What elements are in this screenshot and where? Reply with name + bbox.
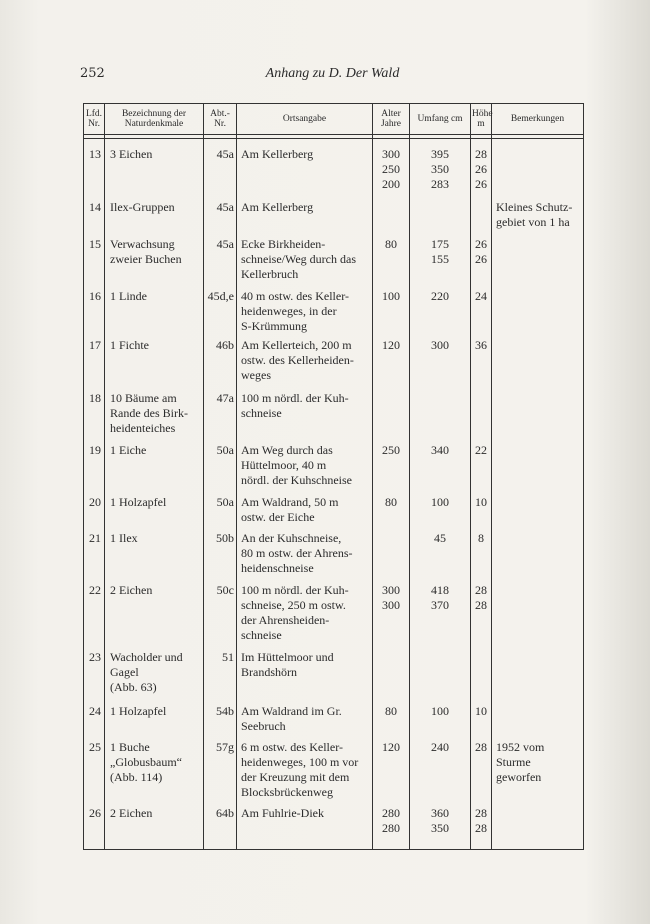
cell-umfang bbox=[410, 650, 471, 704]
cell-ort bbox=[237, 740, 373, 806]
header-nr: Lfd. Nr. bbox=[84, 104, 105, 135]
cell-hoehe-line: 28 bbox=[475, 739, 487, 754]
cell-umfang bbox=[410, 495, 471, 531]
table-row bbox=[84, 806, 584, 846]
page-number: 252 bbox=[80, 66, 105, 81]
cell-name bbox=[105, 583, 204, 650]
cell-hoehe bbox=[471, 583, 492, 650]
cell-name-line: „Globusbaum“ bbox=[110, 754, 182, 769]
cell-ort-line: 80 m ostw. der Ahrens- bbox=[241, 545, 353, 560]
cell-name bbox=[105, 200, 204, 237]
cell-umfang bbox=[410, 806, 471, 846]
cell-name bbox=[105, 495, 204, 531]
cell-abt: 47a bbox=[204, 391, 237, 443]
cell-alter bbox=[373, 338, 410, 391]
cell-ort bbox=[237, 704, 373, 740]
cell-hoehe bbox=[471, 740, 492, 806]
cell-nr: 21 bbox=[84, 531, 105, 583]
cell-ort-line: Blocksbrückenweg bbox=[241, 784, 333, 799]
cell-hoehe-line: 10 bbox=[475, 703, 487, 718]
table-row bbox=[84, 147, 584, 200]
cell-ort-line: Ecke Birkheiden- bbox=[241, 236, 326, 251]
cell-bemerkungen bbox=[492, 147, 584, 200]
cell-hoehe-line: 28 bbox=[475, 820, 487, 835]
cell-ort bbox=[237, 650, 373, 704]
cell-umfang-line: 418 bbox=[431, 582, 449, 597]
cell-ort-line: Im Hüttelmoor und bbox=[241, 649, 334, 664]
cell-name bbox=[105, 147, 204, 200]
cell-bemerkungen bbox=[492, 740, 584, 806]
cell-nr: 19 bbox=[84, 443, 105, 495]
cell-hoehe bbox=[471, 704, 492, 740]
cell-abt: 50b bbox=[204, 531, 237, 583]
cell-hoehe-line: 36 bbox=[475, 337, 487, 352]
cell-ort-line: weges bbox=[241, 367, 271, 382]
cell-umfang-line: 45 bbox=[434, 530, 446, 545]
cell-alter bbox=[373, 289, 410, 338]
cell-ort-line: Am Kellerberg bbox=[241, 146, 314, 161]
table-row bbox=[84, 531, 584, 583]
cell-hoehe-line: 24 bbox=[475, 288, 487, 303]
cell-ort-line: Seebruch bbox=[241, 718, 286, 733]
cell-hoehe bbox=[471, 806, 492, 846]
running-title: Anhang zu D. Der Wald bbox=[265, 66, 400, 81]
cell-ort-line: schneise bbox=[241, 627, 282, 642]
cell-umfang-line: 350 bbox=[431, 161, 449, 176]
header-hoehe: Höhe m bbox=[471, 104, 492, 135]
cell-umfang bbox=[410, 391, 471, 443]
cell-bemerkungen bbox=[492, 806, 584, 846]
cell-name-line: (Abb. 114) bbox=[110, 769, 163, 784]
cell-ort-line: ostw. des Kellerheiden- bbox=[241, 352, 354, 367]
cell-ort-line: nördl. der Kuhschneise bbox=[241, 472, 352, 487]
cell-name-line: 1 Linde bbox=[110, 288, 147, 303]
cell-alter bbox=[373, 391, 410, 443]
cell-umfang bbox=[410, 583, 471, 650]
cell-umfang-line: 350 bbox=[431, 820, 449, 835]
cell-ort bbox=[237, 237, 373, 289]
cell-ort-line: ostw. der Eiche bbox=[241, 509, 315, 524]
cell-name-line: 2 Eichen bbox=[110, 582, 153, 597]
cell-ort-line: der Kreuzung mit dem bbox=[241, 769, 350, 784]
cell-ort bbox=[237, 531, 373, 583]
cell-name bbox=[105, 704, 204, 740]
cell-ort-line: Am Waldrand im Gr. bbox=[241, 703, 342, 718]
cell-alter bbox=[373, 740, 410, 806]
cell-name-line: zweier Buchen bbox=[110, 251, 182, 266]
cell-nr: 25 bbox=[84, 740, 105, 806]
cell-ort-line: Am Kellerteich, 200 m bbox=[241, 337, 352, 352]
cell-umfang bbox=[410, 443, 471, 495]
cell-abt: 54b bbox=[204, 704, 237, 740]
cell-ort-line: Am Kellerberg bbox=[241, 199, 314, 214]
cell-alter bbox=[373, 237, 410, 289]
cell-umfang-line: 340 bbox=[431, 442, 449, 457]
cell-umfang-line: 240 bbox=[431, 739, 449, 754]
cell-hoehe-line: 26 bbox=[475, 236, 487, 251]
cell-ort-line: 40 m ostw. des Keller- bbox=[241, 288, 349, 303]
cell-nr: 17 bbox=[84, 338, 105, 391]
cell-alter-line: 120 bbox=[382, 337, 400, 352]
cell-nr: 13 bbox=[84, 147, 105, 200]
cell-alter-line: 80 bbox=[385, 236, 397, 251]
cell-umfang bbox=[410, 740, 471, 806]
cell-ort-line: schneise, 250 m ostw. bbox=[241, 597, 346, 612]
cell-bemerkungen-line: Kleines Schutz- bbox=[496, 199, 573, 214]
cell-name-line: Gagel bbox=[110, 664, 139, 679]
table-row bbox=[84, 289, 584, 338]
cell-bemerkungen bbox=[492, 531, 584, 583]
cell-umfang-line: 175 bbox=[431, 236, 449, 251]
cell-alter bbox=[373, 704, 410, 740]
cell-ort bbox=[237, 338, 373, 391]
cell-hoehe bbox=[471, 495, 492, 531]
cell-name-line: 2 Eichen bbox=[110, 805, 153, 820]
cell-ort-line: schneise bbox=[241, 405, 282, 420]
cell-bemerkungen-line: gebiet von 1 ha bbox=[496, 214, 570, 229]
cell-bemerkungen bbox=[492, 289, 584, 338]
cell-alter bbox=[373, 583, 410, 650]
cell-ort-line: Hüttelmoor, 40 m bbox=[241, 457, 327, 472]
cell-bemerkungen bbox=[492, 704, 584, 740]
cell-name-line: heidenteiches bbox=[110, 420, 176, 435]
cell-name-line: Verwachsung bbox=[110, 236, 175, 251]
cell-bemerkungen bbox=[492, 391, 584, 443]
cell-ort bbox=[237, 443, 373, 495]
cell-name-line: 1 Fichte bbox=[110, 337, 149, 352]
cell-hoehe-line: 26 bbox=[475, 251, 487, 266]
cell-umfang bbox=[410, 338, 471, 391]
cell-umfang-line: 220 bbox=[431, 288, 449, 303]
cell-abt: 45a bbox=[204, 237, 237, 289]
cell-nr: 18 bbox=[84, 391, 105, 443]
header-ort: Ortsangabe bbox=[237, 104, 373, 135]
cell-name bbox=[105, 650, 204, 704]
cell-alter-line: 250 bbox=[382, 442, 400, 457]
table-row bbox=[84, 391, 584, 443]
cell-bemerkungen-line: geworfen bbox=[496, 769, 542, 784]
cell-abt: 45d,e bbox=[204, 289, 237, 338]
cell-alter-line: 300 bbox=[382, 146, 400, 161]
cell-alter-line: 300 bbox=[382, 597, 400, 612]
cell-bemerkungen bbox=[492, 583, 584, 650]
cell-alter-line: 300 bbox=[382, 582, 400, 597]
cell-umfang bbox=[410, 237, 471, 289]
cell-alter bbox=[373, 495, 410, 531]
cell-ort-line: heidenweges, in der bbox=[241, 303, 337, 318]
cell-alter bbox=[373, 147, 410, 200]
cell-hoehe-line: 28 bbox=[475, 582, 487, 597]
cell-name bbox=[105, 289, 204, 338]
cell-ort-line: Brandshörn bbox=[241, 664, 297, 679]
cell-ort-line: heidenweges, 100 m vor bbox=[241, 754, 359, 769]
cell-ort-line: S-Krümmung bbox=[241, 318, 307, 333]
table-row bbox=[84, 650, 584, 704]
cell-hoehe-line: 28 bbox=[475, 597, 487, 612]
table-row bbox=[84, 237, 584, 289]
cell-name-line: 1 Holzapfel bbox=[110, 703, 167, 718]
cell-ort bbox=[237, 289, 373, 338]
cell-nr: 26 bbox=[84, 806, 105, 846]
cell-bemerkungen bbox=[492, 237, 584, 289]
cell-bemerkungen bbox=[492, 200, 584, 237]
cell-hoehe-line: 26 bbox=[475, 176, 487, 191]
table-row bbox=[84, 740, 584, 806]
cell-umfang bbox=[410, 147, 471, 200]
header-alter: Alter Jahre bbox=[373, 104, 410, 135]
cell-hoehe-line: 28 bbox=[475, 805, 487, 820]
cell-alter-line: 200 bbox=[382, 176, 400, 191]
table-row bbox=[84, 443, 584, 495]
cell-alter bbox=[373, 531, 410, 583]
cell-umfang-line: 283 bbox=[431, 176, 449, 191]
cell-nr: 15 bbox=[84, 237, 105, 289]
cell-abt: 50a bbox=[204, 495, 237, 531]
cell-nr: 22 bbox=[84, 583, 105, 650]
cell-name-line: 1 Ilex bbox=[110, 530, 138, 545]
table-row bbox=[84, 495, 584, 531]
cell-hoehe-line: 28 bbox=[475, 146, 487, 161]
cell-name-line: Ilex-Gruppen bbox=[110, 199, 175, 214]
cell-umfang bbox=[410, 704, 471, 740]
cell-abt: 64b bbox=[204, 806, 237, 846]
cell-bemerkungen bbox=[492, 495, 584, 531]
cell-alter-line: 250 bbox=[382, 161, 400, 176]
cell-abt: 57g bbox=[204, 740, 237, 806]
cell-alter-line: 100 bbox=[382, 288, 400, 303]
cell-umfang-line: 100 bbox=[431, 494, 449, 509]
cell-name-line: Rande des Birk- bbox=[110, 405, 188, 420]
cell-ort bbox=[237, 391, 373, 443]
cell-ort bbox=[237, 200, 373, 237]
cell-name-line: 10 Bäume am bbox=[110, 390, 177, 405]
cell-umfang-line: 395 bbox=[431, 146, 449, 161]
cell-name-line: 1 Holzapfel bbox=[110, 494, 167, 509]
cell-hoehe bbox=[471, 443, 492, 495]
header-name: Bezeichnung der Naturdenkmale bbox=[105, 104, 204, 135]
cell-hoehe bbox=[471, 391, 492, 443]
cell-bemerkungen-line: 1952 vom Sturme bbox=[496, 739, 545, 769]
cell-hoehe-line: 8 bbox=[478, 530, 484, 545]
cell-name-line: Wacholder und bbox=[110, 649, 183, 664]
cell-alter-line: 280 bbox=[382, 805, 400, 820]
cell-alter bbox=[373, 443, 410, 495]
cell-alter bbox=[373, 200, 410, 237]
cell-nr: 14 bbox=[84, 200, 105, 237]
table-spacer-row bbox=[84, 139, 584, 147]
cell-bemerkungen bbox=[492, 650, 584, 704]
cell-name-line: 3 Eichen bbox=[110, 146, 153, 161]
cell-alter-line: 80 bbox=[385, 703, 397, 718]
cell-alter-line: 120 bbox=[382, 739, 400, 754]
cell-abt: 51 bbox=[204, 650, 237, 704]
cell-umfang-line: 360 bbox=[431, 805, 449, 820]
cell-hoehe-line: 10 bbox=[475, 494, 487, 509]
cell-ort-line: Am Weg durch das bbox=[241, 442, 333, 457]
cell-nr: 20 bbox=[84, 495, 105, 531]
cell-hoehe bbox=[471, 147, 492, 200]
cell-abt: 45a bbox=[204, 147, 237, 200]
cell-hoehe bbox=[471, 237, 492, 289]
cell-ort-line: Am Waldrand, 50 m bbox=[241, 494, 339, 509]
cell-umfang-line: 100 bbox=[431, 703, 449, 718]
cell-umfang-line: 155 bbox=[431, 251, 449, 266]
cell-name bbox=[105, 806, 204, 846]
cell-ort bbox=[237, 583, 373, 650]
cell-umfang bbox=[410, 200, 471, 237]
cell-nr: 24 bbox=[84, 704, 105, 740]
cell-name bbox=[105, 391, 204, 443]
cell-umfang bbox=[410, 289, 471, 338]
cell-name-line: (Abb. 63) bbox=[110, 679, 157, 694]
cell-ort-line: 6 m ostw. des Keller- bbox=[241, 739, 343, 754]
cell-umfang-line: 370 bbox=[431, 597, 449, 612]
cell-bemerkungen bbox=[492, 338, 584, 391]
cell-alter-line: 280 bbox=[382, 820, 400, 835]
cell-nr: 23 bbox=[84, 650, 105, 704]
table-row bbox=[84, 583, 584, 650]
table-row bbox=[84, 704, 584, 740]
cell-hoehe bbox=[471, 650, 492, 704]
header-umfang: Umfang cm bbox=[410, 104, 471, 135]
header-abt: Abt.- Nr. bbox=[204, 104, 237, 135]
table-row bbox=[84, 338, 584, 391]
cell-ort-line: Kellerbruch bbox=[241, 266, 299, 281]
cell-name-line: 1 Eiche bbox=[110, 442, 147, 457]
cell-abt: 50c bbox=[204, 583, 237, 650]
cell-name-line: 1 Buche bbox=[110, 739, 150, 754]
cell-name bbox=[105, 338, 204, 391]
cell-ort-line: der Ahrensheiden- bbox=[241, 612, 330, 627]
cell-umfang bbox=[410, 531, 471, 583]
cell-alter bbox=[373, 650, 410, 704]
table-row bbox=[84, 200, 584, 237]
cell-ort bbox=[237, 495, 373, 531]
naturdenkmale-table-wrapper bbox=[83, 103, 583, 850]
cell-ort-line: 100 m nördl. der Kuh- bbox=[241, 390, 349, 405]
cell-alter bbox=[373, 806, 410, 846]
cell-hoehe bbox=[471, 531, 492, 583]
cell-hoehe-line: 26 bbox=[475, 161, 487, 176]
cell-hoehe bbox=[471, 200, 492, 237]
cell-bemerkungen bbox=[492, 443, 584, 495]
table-bottom-border bbox=[84, 846, 584, 850]
cell-ort-line: An der Kuhschneise, bbox=[241, 530, 342, 545]
cell-name bbox=[105, 443, 204, 495]
cell-ort-line: schneise/Weg durch das bbox=[241, 251, 356, 266]
header-bemerkungen: Bemerkungen bbox=[492, 104, 584, 135]
cell-abt: 45a bbox=[204, 200, 237, 237]
cell-hoehe bbox=[471, 338, 492, 391]
cell-abt: 46b bbox=[204, 338, 237, 391]
page-header bbox=[80, 66, 585, 86]
cell-hoehe-line: 22 bbox=[475, 442, 487, 457]
cell-hoehe bbox=[471, 289, 492, 338]
table-header-row bbox=[84, 104, 584, 135]
cell-name bbox=[105, 531, 204, 583]
naturdenkmale-table bbox=[83, 103, 584, 850]
cell-ort-line: 100 m nördl. der Kuh- bbox=[241, 582, 349, 597]
cell-ort-line: heidenschneise bbox=[241, 560, 314, 575]
cell-alter-line: 80 bbox=[385, 494, 397, 509]
cell-ort-line: Am Fuhlrie-Diek bbox=[241, 805, 324, 820]
cell-abt: 50a bbox=[204, 443, 237, 495]
cell-ort bbox=[237, 806, 373, 846]
cell-umfang-line: 300 bbox=[431, 337, 449, 352]
table-body bbox=[84, 139, 584, 850]
cell-name bbox=[105, 740, 204, 806]
cell-ort bbox=[237, 147, 373, 200]
cell-name bbox=[105, 237, 204, 289]
cell-nr: 16 bbox=[84, 289, 105, 338]
